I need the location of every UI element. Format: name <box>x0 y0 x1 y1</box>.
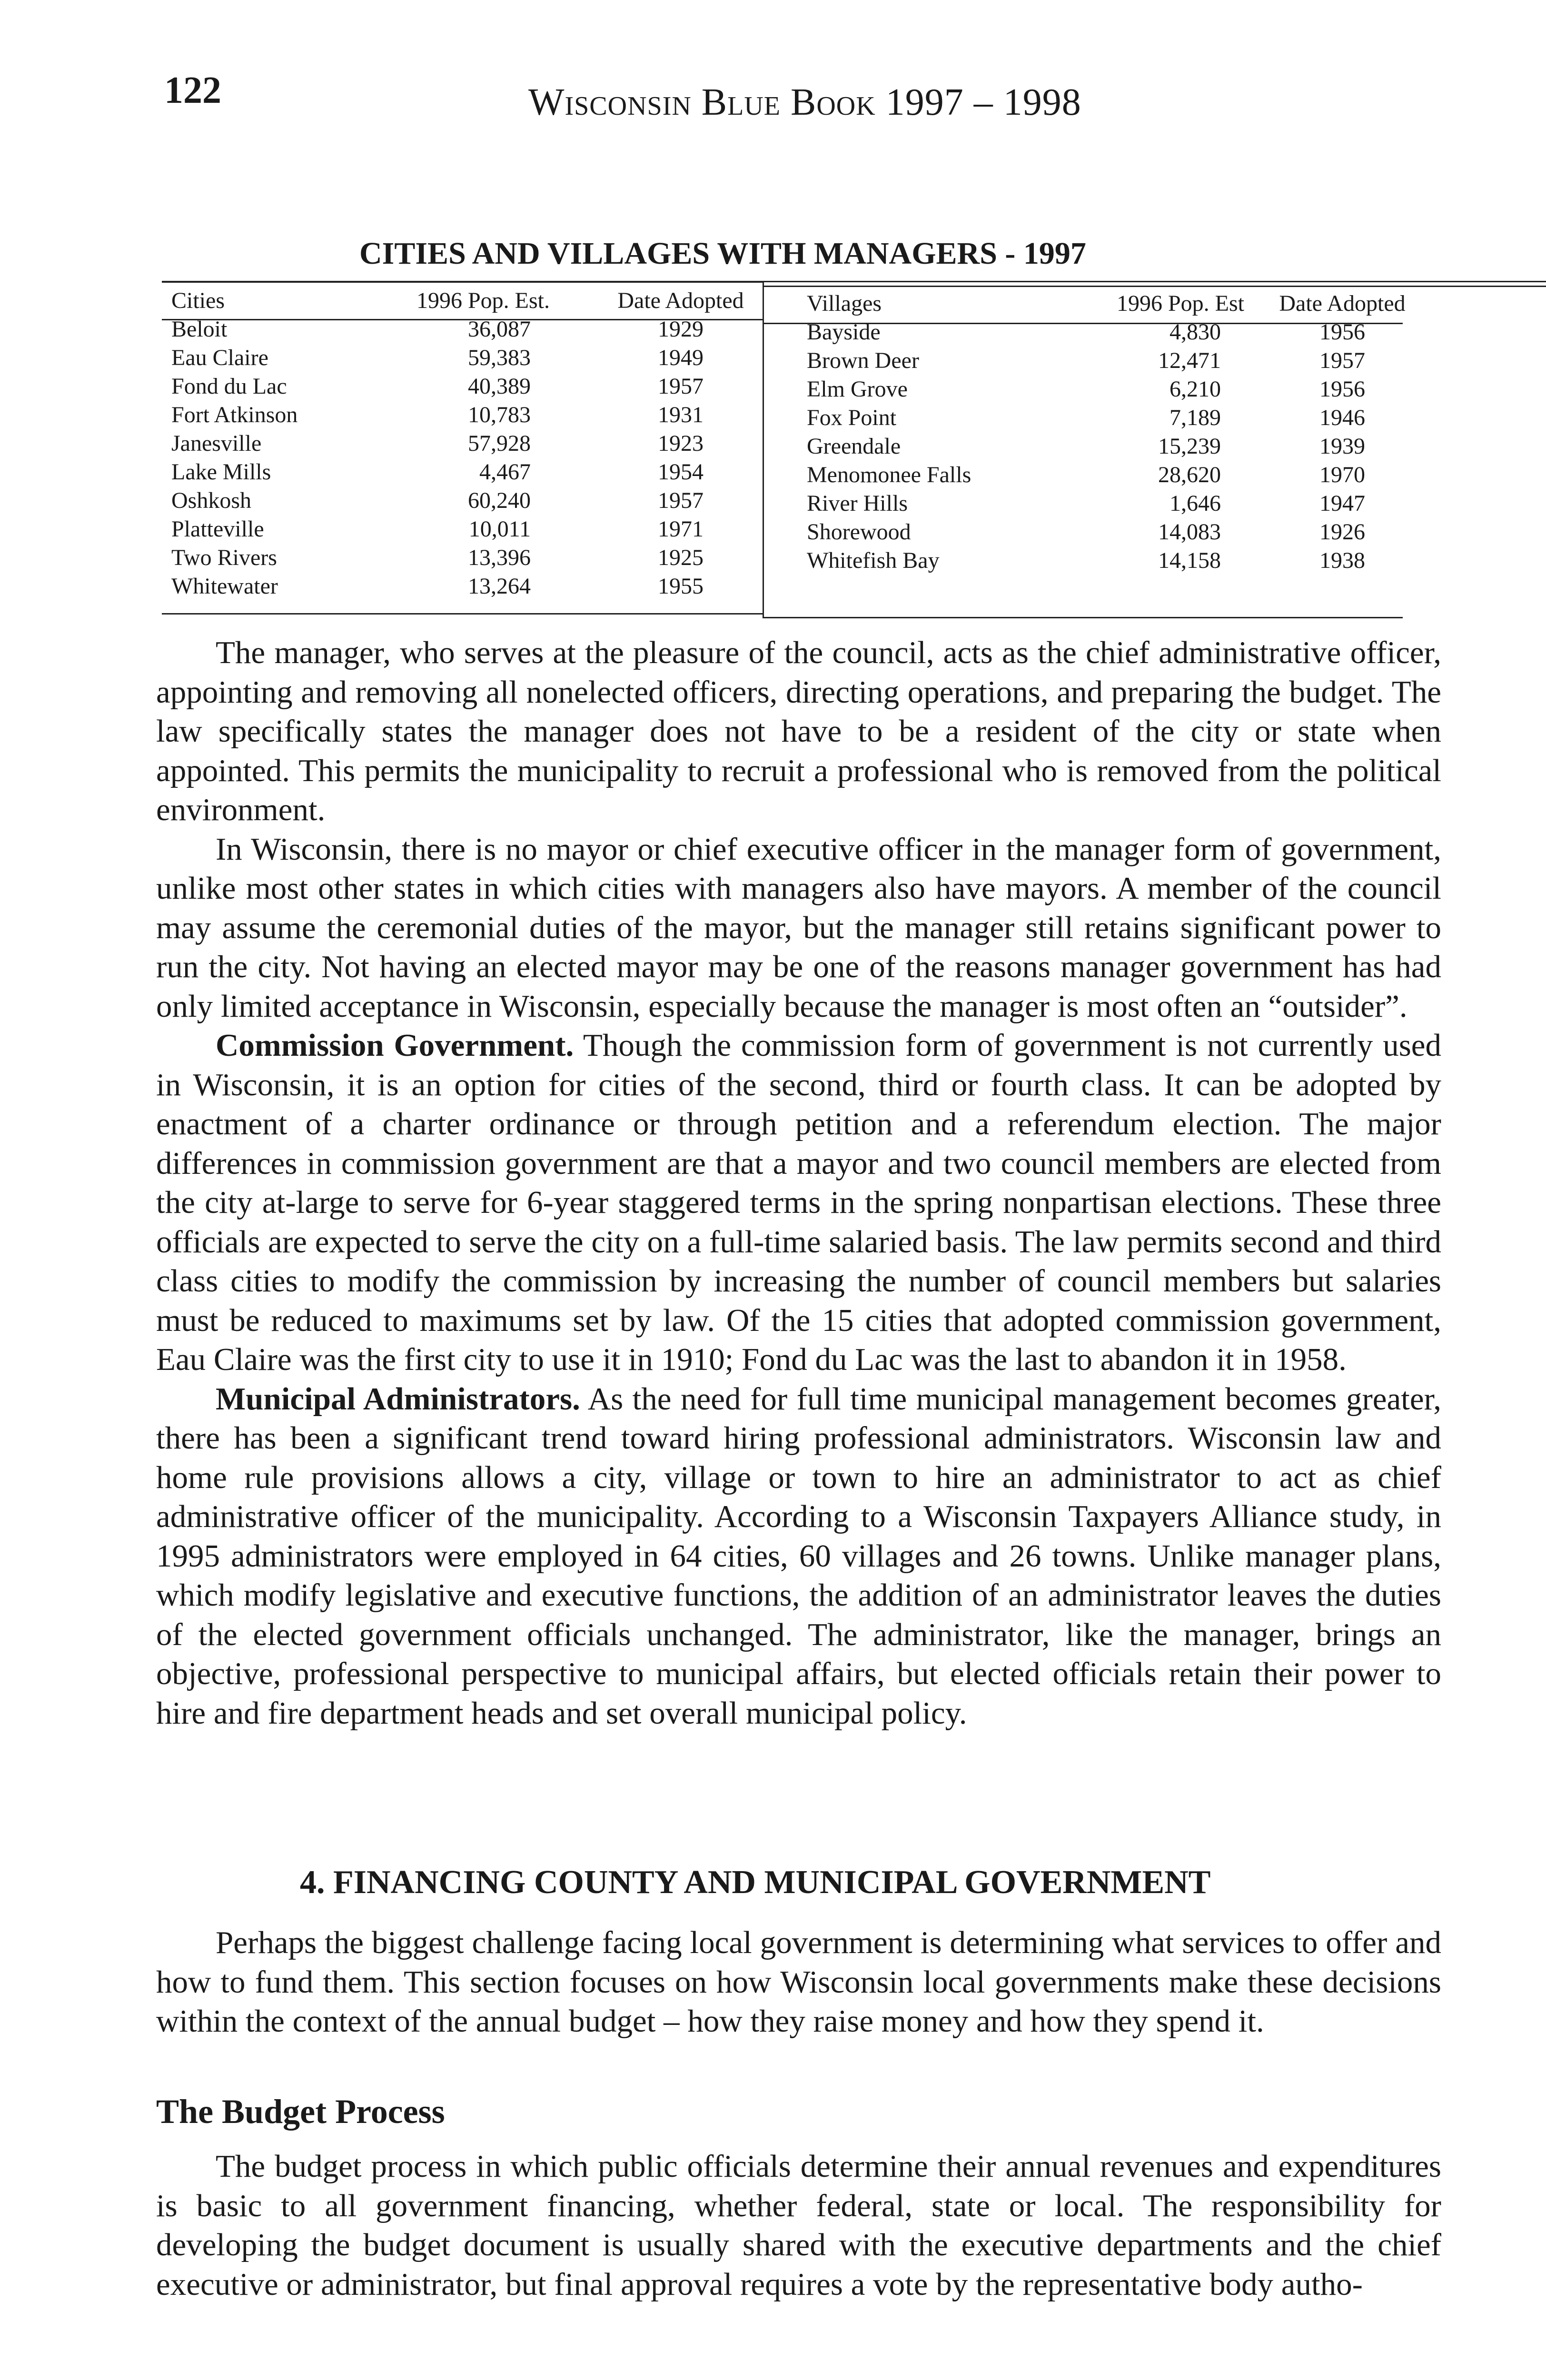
village-date: 1956 <box>1319 377 1365 402</box>
table-divider <box>763 281 764 617</box>
village-pop <box>1092 489 1269 518</box>
city-date: 1949 <box>658 345 704 370</box>
village-pop-value: 14,158 <box>1158 548 1221 573</box>
village-pop-value: 6,210 <box>1169 377 1221 402</box>
city-name: Two Rivers <box>171 545 277 570</box>
villages-pop-column <box>1092 289 1269 575</box>
village-pop-value: 4,830 <box>1169 319 1221 345</box>
running-title-isconsin: isconsin <box>565 81 692 123</box>
city-pop-value: 13,264 <box>468 574 531 599</box>
paragraph-manager-role: The manager, who serves at the pleasure of the council, acts as the chief administrative officer, appointing and removing all nonelected officers, directing operations, and preparing the budget. The law specifically states the manager does not have to be a resident of the city or state when appointed. This permits the municipality to recruit a professional who is removed from the political environment. <box>156 635 1441 827</box>
body-text-budget <box>156 2147 1441 2304</box>
paragraph-municipal-administrators <box>156 1379 1441 1733</box>
village-date: 1956 <box>1319 319 1365 345</box>
village-pop-value: 14,083 <box>1158 519 1221 545</box>
village-pop <box>1092 432 1269 461</box>
paragraph-commission-government <box>156 1026 1441 1379</box>
table-bottom-rule-left <box>162 613 763 615</box>
village-date: 1939 <box>1319 434 1365 459</box>
village-name: Brown Deer <box>807 348 919 373</box>
table-title: CITIES AND VILLAGES WITH MANAGERS - 1997 <box>359 236 1086 271</box>
village-name: Fox Point <box>807 405 897 430</box>
city-pop <box>390 315 576 344</box>
city-pop <box>390 515 576 544</box>
page-number: 122 <box>164 69 221 111</box>
village-pop-value: 1,646 <box>1169 491 1221 516</box>
village-name: Greendale <box>807 434 901 459</box>
city-name: Beloit <box>171 317 228 342</box>
village-name: Elm Grove <box>807 377 908 402</box>
city-date: 1957 <box>658 488 704 513</box>
header-cities: Cities <box>171 288 225 313</box>
villages-name-column <box>807 289 1073 575</box>
paragraph-no-mayor: In Wisconsin, there is no mayor or chief executive officer in the manager form of government, unlike most other states in which cities with managers also have mayors. A member of the council may assume the ceremonial duties of the mayor, but the manager still retains significant power to run the city. Not having an elected mayor may be one of the reasons manager government has had only limited acceptance in Wisconsin, especially because the manager is most often an “outsider”. <box>156 831 1441 1024</box>
city-name: Fort Atkinson <box>171 402 298 427</box>
municipal-administrators-text: As the need for full time municipal management becomes greater, there has been a significant trend toward hiring professional administrators. Wisconsin law and home rule provisions allows a city, village or town to hire an administrator to act as chief administrative officer of the municipality. According to a Wisconsin Taxpayers Alliance study, in 1995 administrators were employed in 64 cities, 60 villages and 26 towns. Unlike manager plans, which modify legislative and executive functions, the addition of an administrator leaves the duties of the elected government officials unchanged. The administrator, like the manager, brings an objective, professional perspective to municipal affairs, but elected officials retain their power to hire and fire department heads and set overall municipal policy. <box>156 1381 1441 1731</box>
city-pop <box>390 544 576 572</box>
table-top-rule-right-2 <box>763 286 1546 287</box>
running-title-years: 1997 – 1998 <box>875 81 1081 123</box>
cities-date-column <box>605 287 757 601</box>
cities-name-column <box>171 287 371 601</box>
city-name: Oshkosh <box>171 488 252 513</box>
city-pop-value: 57,928 <box>468 431 531 456</box>
table-bottom-rule-right <box>763 617 1403 618</box>
city-pop <box>390 572 576 601</box>
city-date: 1954 <box>658 459 704 485</box>
village-pop <box>1092 461 1269 489</box>
paragraph-budget-process: The budget process in which public officials determine their annual revenues and expenditures is basic to all government financing, whether federal, state or local. The responsibility for developing the budget document is usually shared with the executive departments and the chief executive or administrator, but final approval requires a vote by the representative body autho- <box>156 2149 1441 2302</box>
city-pop-value: 4,467 <box>479 459 531 485</box>
village-pop <box>1092 546 1269 575</box>
city-pop <box>390 344 576 372</box>
commission-government-text: Though the commission form of government is not currently used in Wisconsin, it is an option for cities of the second, third or fourth class. It can be adopted by enactment of a charter ordinance or through petition and a referendum election. The major differences in commission government are that a mayor and two council members are elected from the city at-large to serve for 6-year staggered terms in the spring nonpartisan elections. These three officials are expected to serve the city on a full-time salaried basis. The law permits second and third class cities to modify the commission by increasing the number of council members but salaries must be reduced to maximums set by law. Of the 15 cities that adopted commission government, Eau Claire was the first city to use it in 1910; Fond du Lac was the last to abandon it in 1958. <box>156 1028 1442 1377</box>
municipal-administrators-heading: Municipal Administrators. <box>216 1381 580 1417</box>
village-name: River Hills <box>807 491 908 516</box>
city-pop <box>390 372 576 401</box>
city-pop-value: 36,087 <box>468 317 531 342</box>
header-cities-date: Date Adopted <box>617 288 744 313</box>
city-pop-value: 59,383 <box>468 345 531 370</box>
city-name: Whitewater <box>171 574 278 599</box>
city-date: 1955 <box>658 574 704 599</box>
city-pop-value: 40,389 <box>468 374 531 399</box>
city-date: 1923 <box>658 431 704 456</box>
village-date: 1957 <box>1319 348 1365 373</box>
village-pop <box>1092 375 1269 404</box>
village-date: 1938 <box>1319 548 1365 573</box>
header-villages-date: Date Adopted <box>1279 291 1406 316</box>
table-top-rule-right-1 <box>763 281 1546 282</box>
paragraph-financing-intro: Perhaps the biggest challenge facing local government is determining what services to offer and how to fund them. This section focuses on how Wisconsin local governments make these decisions within the context of the annual budget – how they raise money and how they spend it. <box>156 1925 1441 2039</box>
city-name: Platteville <box>171 516 264 542</box>
cities-pop-column <box>390 287 576 601</box>
city-pop <box>390 429 576 458</box>
city-name: Lake Mills <box>171 459 271 485</box>
city-name: Eau Claire <box>171 345 268 370</box>
village-date: 1947 <box>1319 491 1365 516</box>
village-name: Whitefish Bay <box>807 548 940 573</box>
village-pop <box>1092 347 1269 375</box>
village-date: 1970 <box>1319 462 1365 487</box>
header-villages-pop: 1996 Pop. Est <box>1116 291 1245 316</box>
village-date: 1926 <box>1319 519 1365 545</box>
table-top-rule-left <box>162 281 763 283</box>
city-name: Fond du Lac <box>171 374 287 399</box>
village-name: Shorewood <box>807 519 911 545</box>
village-pop-value: 15,239 <box>1158 434 1221 459</box>
villages-date-column <box>1266 289 1418 575</box>
running-title-w: W <box>528 81 565 123</box>
city-pop <box>390 486 576 515</box>
running-title <box>528 83 1081 121</box>
commission-government-heading: Commission Government. <box>216 1028 574 1063</box>
village-pop-value: 28,620 <box>1158 462 1221 487</box>
body-text-upper <box>156 633 1441 1733</box>
city-date: 1957 <box>658 374 704 399</box>
city-date: 1925 <box>658 545 704 570</box>
header-cities-pop: 1996 Pop. Est. <box>416 288 550 313</box>
running-title-b1: B <box>691 81 728 123</box>
header-villages: Villages <box>807 291 882 316</box>
city-pop <box>390 458 576 486</box>
village-pop <box>1092 318 1269 347</box>
budget-process-heading: The Budget Process <box>156 2092 445 2131</box>
running-title-b2: B <box>781 81 817 123</box>
village-name: Bayside <box>807 319 881 345</box>
city-pop-value: 60,240 <box>468 488 531 513</box>
village-pop-value: 12,471 <box>1158 348 1221 373</box>
village-pop <box>1092 404 1269 432</box>
village-date: 1946 <box>1319 405 1365 430</box>
managers-table <box>162 281 1417 620</box>
running-title-ook: ook <box>816 81 876 123</box>
city-pop-value: 10,011 <box>468 516 531 542</box>
section-heading: 4. FINANCING COUNTY AND MUNICIPAL GOVERNMENT <box>300 1864 1211 1901</box>
city-date: 1971 <box>658 516 704 542</box>
city-pop-value: 13,396 <box>468 545 531 570</box>
city-date: 1931 <box>658 402 704 427</box>
village-pop-value: 7,189 <box>1169 405 1221 430</box>
village-name: Menomonee Falls <box>807 462 971 487</box>
city-name: Janesville <box>171 431 262 456</box>
running-title-lue: lue <box>727 81 781 123</box>
city-date: 1929 <box>658 317 704 342</box>
body-text-financing <box>156 1923 1441 2041</box>
city-pop-value: 10,783 <box>468 402 531 427</box>
village-pop <box>1092 518 1269 546</box>
city-pop <box>390 401 576 429</box>
